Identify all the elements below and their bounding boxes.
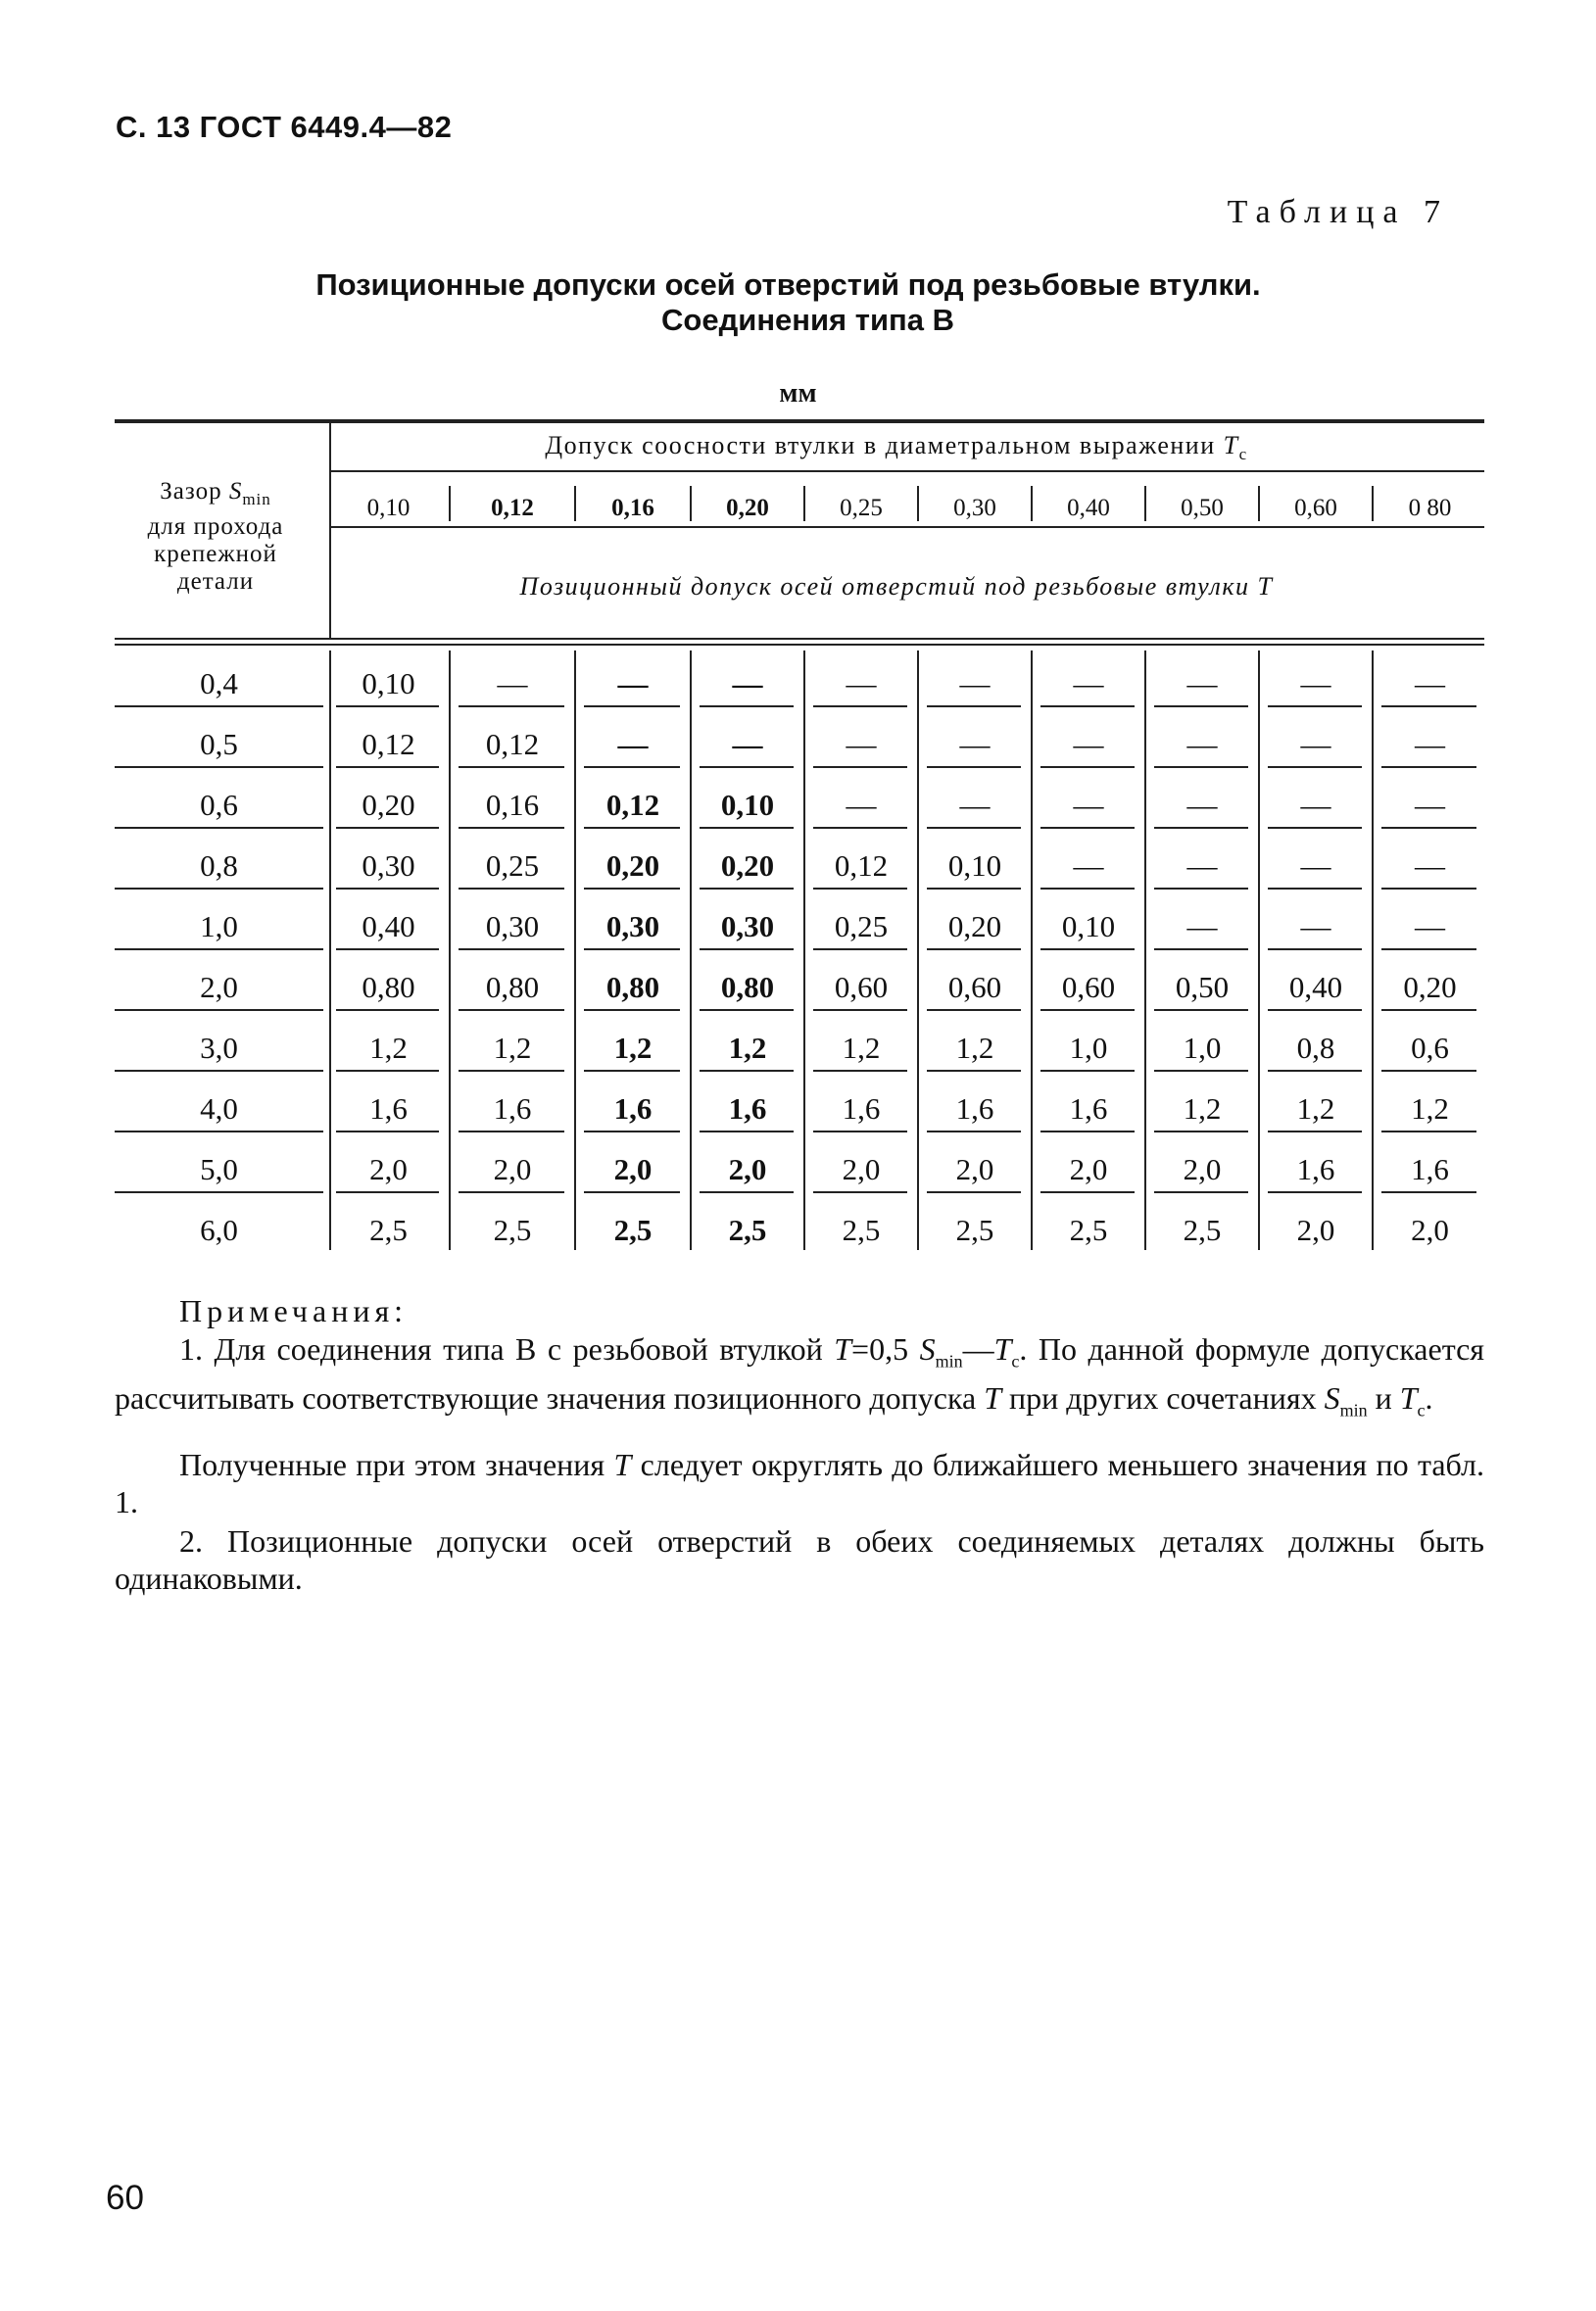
cell-rule	[459, 948, 564, 950]
tc-separator	[1031, 486, 1033, 521]
column-separator	[1258, 650, 1260, 1250]
table-title-line-2: Соединения типа В	[661, 303, 954, 337]
cell-rule	[459, 1009, 564, 1011]
cell-rule	[700, 1009, 794, 1011]
note-1-para-2	[115, 1446, 1484, 1520]
table-cell: —	[617, 727, 649, 761]
t-symbol: T	[1223, 431, 1239, 459]
table-cell: 2,5	[1183, 1213, 1222, 1247]
table-cell: —	[846, 727, 877, 761]
tc-value: 0,30	[953, 495, 996, 521]
table-cell: 2,0	[613, 1152, 653, 1186]
row-label: 0,5	[200, 727, 238, 761]
table-cell: 0,40	[1288, 970, 1343, 1004]
row-header-text: Зазор	[160, 478, 229, 505]
table-cell: 0,12	[834, 848, 889, 883]
row-label-rule	[115, 1009, 323, 1011]
table-cell: 0,30	[720, 909, 775, 943]
cell-rule	[459, 888, 564, 890]
table-cell: 0,80	[720, 970, 775, 1004]
table-cell: 1,6	[955, 1091, 994, 1126]
cell-rule	[1268, 705, 1362, 707]
tc-separator	[917, 486, 919, 521]
cell-rule	[584, 1009, 680, 1011]
cell-rule	[1381, 1070, 1476, 1072]
tc-separator	[449, 486, 451, 521]
cell-rule	[1154, 705, 1248, 707]
cell-rule	[813, 1009, 907, 1011]
row-label-rule	[115, 888, 323, 890]
cell-rule	[1268, 766, 1362, 768]
page-number: 60	[106, 2179, 144, 2217]
table-cell: 0,12	[605, 788, 660, 822]
row-header-rest: для прохода крепежной детали	[147, 513, 284, 595]
table-cell: 1,2	[613, 1031, 653, 1065]
table-cell: —	[1415, 909, 1445, 943]
table-cell: 0,20	[1403, 970, 1457, 1004]
table-cell: —	[1186, 909, 1218, 943]
table-cell: —	[1186, 848, 1218, 883]
row-label: 0,6	[200, 788, 238, 822]
sub-c2: c	[1417, 1400, 1426, 1420]
table-cell: 0,12	[362, 727, 415, 761]
cell-rule	[584, 948, 680, 950]
cell-rule	[1268, 948, 1362, 950]
formula-sub-min: min	[935, 1351, 963, 1372]
table-cell: —	[1415, 848, 1445, 883]
table-cell: —	[497, 666, 528, 700]
table-cell: 2,0	[1411, 1213, 1449, 1247]
table-cell: 0,6	[1411, 1031, 1449, 1065]
row-header	[118, 478, 314, 596]
cell-rule	[1268, 888, 1362, 890]
table-cell: 1,6	[1296, 1152, 1335, 1186]
table-cell: 1,2	[842, 1031, 881, 1065]
table-cell: —	[1186, 788, 1218, 822]
table-cell: —	[1415, 666, 1445, 700]
row-header-divider	[329, 423, 331, 640]
page-number-ref: С. 13	[116, 110, 191, 144]
column-separator	[1031, 650, 1033, 1250]
standard-code: ГОСТ 6449.4—82	[199, 110, 453, 144]
tc-separator	[1372, 486, 1374, 521]
table-cell: 0,50	[1175, 970, 1230, 1004]
cell-rule	[813, 888, 907, 890]
table-cell: 1,6	[493, 1091, 532, 1126]
table-cell: —	[1300, 788, 1331, 822]
cell-rule	[1040, 1191, 1135, 1193]
table-cell: 2,5	[493, 1213, 532, 1247]
table-cell: 0,10	[720, 788, 775, 822]
position-header: Позиционный допуск осей отверстий под резьбовые втулки T	[519, 572, 1274, 601]
table-cell: 0,10	[947, 848, 1002, 883]
row-label: 2,0	[200, 970, 238, 1004]
row-label: 0,4	[200, 666, 238, 700]
table-cell: 2,5	[955, 1213, 994, 1247]
cell-rule	[1040, 766, 1135, 768]
table-cell: 1,6	[728, 1091, 767, 1126]
formula-t2: T	[993, 1331, 1012, 1367]
cell-rule	[813, 1070, 907, 1072]
table-cell: 1,2	[1183, 1091, 1222, 1126]
unit-label: мм	[779, 378, 817, 409]
table-cell: 2,5	[369, 1213, 408, 1247]
table-cell: 0,10	[1061, 909, 1116, 943]
t3: T	[984, 1380, 1001, 1417]
cell-rule	[927, 888, 1021, 890]
cell-rule	[1154, 766, 1248, 768]
note-1	[115, 1330, 1484, 1429]
table-cell: 0,20	[605, 848, 660, 883]
formula-s: S	[919, 1331, 936, 1367]
table-cell: 1,6	[1069, 1091, 1108, 1126]
table-cell: 1,2	[728, 1031, 767, 1065]
table-cell: —	[959, 788, 991, 822]
table-cell: 1,2	[955, 1031, 994, 1065]
cell-rule	[927, 705, 1021, 707]
table-cell: 0,80	[362, 970, 415, 1004]
table-cell: —	[959, 727, 991, 761]
table-cell: —	[1300, 666, 1331, 700]
cell-rule	[927, 1009, 1021, 1011]
table-cell: 2,0	[955, 1152, 994, 1186]
table-cell: 0,16	[485, 788, 540, 822]
cell-rule	[584, 705, 680, 707]
cell-rule	[700, 1131, 794, 1132]
table-cell: 1,2	[1296, 1091, 1335, 1126]
tolerance-header-rule	[330, 470, 1484, 472]
cell-rule	[700, 766, 794, 768]
cell-rule	[1154, 1009, 1248, 1011]
table-cell: 2,0	[1183, 1152, 1222, 1186]
table-cell: 0,60	[834, 970, 889, 1004]
note-1-text: 1. Для соединения типа В с резьбовой втулкой	[179, 1331, 835, 1367]
table-cell: 2,5	[728, 1213, 767, 1247]
cell-rule	[927, 827, 1021, 829]
table-cell: 2,0	[1069, 1152, 1108, 1186]
tc-separator	[574, 486, 576, 521]
tc-value: 0,60	[1294, 495, 1337, 521]
table-cell: 0,60	[947, 970, 1002, 1004]
tc-value: 0,40	[1067, 495, 1110, 521]
table-cell: —	[1415, 788, 1445, 822]
row-label-rule	[115, 827, 323, 829]
cell-rule	[1381, 1191, 1476, 1193]
table-cell: 2,0	[493, 1152, 532, 1186]
cell-rule	[813, 827, 907, 829]
tc-values-rule	[330, 526, 1484, 528]
cell-rule	[1154, 1131, 1248, 1132]
table-cell: 0,40	[362, 909, 415, 943]
table-cell: —	[732, 666, 763, 700]
cell-rule	[813, 766, 907, 768]
cell-rule	[1040, 888, 1135, 890]
table-title-line-1: Позиционные допуски осей отверстий под резьбовые втулки.	[315, 267, 1261, 302]
cell-rule	[700, 948, 794, 950]
cell-rule	[700, 827, 794, 829]
cell-rule	[336, 1191, 439, 1193]
row-label: 1,0	[200, 909, 238, 943]
page-header	[116, 110, 460, 145]
column-separator	[449, 650, 451, 1250]
table-cell: —	[1186, 727, 1218, 761]
table-cell: 0,25	[834, 909, 889, 943]
tc-value: 0,50	[1181, 495, 1224, 521]
cell-rule	[1381, 1009, 1476, 1011]
cell-rule	[813, 1191, 907, 1193]
row-header-line-1	[118, 478, 314, 513]
formula-dash: —	[962, 1331, 994, 1367]
note-1-end: .	[1425, 1380, 1433, 1417]
cell-rule	[336, 948, 439, 950]
table-cell: 0,30	[362, 848, 415, 883]
formula-mid: =0,5	[851, 1331, 920, 1367]
cell-rule	[459, 1131, 564, 1132]
cell-rule	[1268, 1191, 1362, 1193]
table-cell: 1,0	[1069, 1031, 1108, 1065]
and-word: и	[1367, 1380, 1400, 1417]
tc-value: 0,10	[366, 495, 411, 521]
row-label-rule	[115, 948, 323, 950]
cell-rule	[584, 888, 680, 890]
cell-rule	[1381, 766, 1476, 768]
cell-rule	[927, 1131, 1021, 1132]
table-cell: 2,0	[1296, 1213, 1335, 1247]
note-1-text-b: . По данной формуле допускается рассчитывать соответствующие значения позиционного допуска	[115, 1331, 1485, 1417]
table-cell: 0,80	[605, 970, 660, 1004]
cell-rule	[1381, 827, 1476, 829]
column-separator	[690, 650, 692, 1250]
tc-value: 0,16	[611, 495, 654, 521]
table-cell: 1,6	[613, 1091, 653, 1126]
t4: T	[1399, 1380, 1418, 1417]
tc-separator	[803, 486, 805, 521]
table-cell: 0,20	[362, 788, 415, 822]
row-label-rule	[115, 766, 323, 768]
row-label-rule	[115, 1131, 323, 1132]
cell-rule	[1040, 827, 1135, 829]
row-label: 3,0	[200, 1031, 238, 1065]
cell-rule	[927, 1070, 1021, 1072]
tolerance-header	[338, 431, 1455, 464]
cell-rule	[1381, 1131, 1476, 1132]
cell-rule	[459, 1191, 564, 1193]
cell-rule	[336, 1009, 439, 1011]
cell-rule	[459, 827, 564, 829]
cell-rule	[336, 1070, 439, 1072]
cell-rule	[1154, 948, 1248, 950]
cell-rule	[1268, 1131, 1362, 1132]
cell-rule	[1268, 827, 1362, 829]
cell-rule	[336, 827, 439, 829]
para-2-text: Полученные при этом значения	[179, 1447, 614, 1482]
table-cell: 2,0	[842, 1152, 881, 1186]
table-cell: 1,0	[1183, 1031, 1222, 1065]
s-symbol: S	[228, 478, 243, 505]
cell-rule	[813, 948, 907, 950]
cell-rule	[1381, 888, 1476, 890]
cell-rule	[700, 888, 794, 890]
tolerance-header-text: Допуск соосности втулки в диаметральном выражении	[545, 431, 1224, 459]
table-cell: 0,12	[485, 727, 540, 761]
para-2-t: T	[613, 1447, 632, 1482]
note-2: 2. Позиционные допуски осей отверстий в обеих соединяемых деталях должны быть одинаковыми.	[115, 1523, 1484, 1596]
table-cell: —	[959, 666, 991, 700]
row-label-rule	[115, 1070, 323, 1072]
table-cell: —	[617, 666, 649, 700]
tc-value: 0 80	[1408, 495, 1452, 521]
cell-rule	[1268, 1070, 1362, 1072]
table-cell: 0,20	[947, 909, 1002, 943]
formula-sub-c: c	[1011, 1351, 1020, 1372]
cell-rule	[927, 1191, 1021, 1193]
cell-rule	[700, 1070, 794, 1072]
cell-rule	[1154, 1191, 1248, 1193]
table-cell: 1,6	[369, 1091, 408, 1126]
table-cell: —	[1073, 848, 1104, 883]
s-subscript: min	[242, 490, 271, 508]
row-label: 6,0	[200, 1213, 238, 1247]
cell-rule	[1268, 1009, 1362, 1011]
cell-rule	[459, 766, 564, 768]
table-label: Таблица 7	[1227, 194, 1449, 230]
table-cell: —	[1300, 909, 1331, 943]
para-2-text-b: следует округлять до ближайшего меньшего значения по табл. 1.	[115, 1447, 1485, 1519]
tc-value: 0,12	[491, 495, 534, 521]
row-label-rule	[115, 1191, 323, 1193]
cell-rule	[336, 888, 439, 890]
cell-rule	[336, 705, 439, 707]
column-separator	[803, 650, 805, 1250]
cell-rule	[700, 1191, 794, 1193]
table-cell: —	[732, 727, 763, 761]
table-cell: 1,6	[1411, 1152, 1449, 1186]
cell-rule	[459, 705, 564, 707]
tc-value: 0,20	[726, 495, 769, 521]
cell-rule	[1381, 705, 1476, 707]
column-separator	[574, 650, 576, 1250]
table-cell: 2,0	[728, 1152, 767, 1186]
cell-rule	[584, 1070, 680, 1072]
table-top-rule	[115, 419, 1484, 423]
cell-rule	[336, 1131, 439, 1132]
cell-rule	[927, 766, 1021, 768]
table-cell: 1,2	[369, 1031, 408, 1065]
table-cell: 1,2	[493, 1031, 532, 1065]
table-cell: 0,30	[485, 909, 540, 943]
table-cell: 0,20	[720, 848, 775, 883]
tc-separator	[1144, 486, 1146, 521]
table-cell: —	[846, 788, 877, 822]
cell-rule	[813, 705, 907, 707]
table-cell: 2,5	[613, 1213, 653, 1247]
table-cell: 2,5	[842, 1213, 881, 1247]
note-1-text-c: при других сочетаниях	[1001, 1380, 1325, 1417]
tc-value: 0,25	[840, 495, 883, 521]
row-label: 5,0	[200, 1152, 238, 1186]
cell-rule	[584, 1131, 680, 1132]
header-bottom-rule-1	[115, 638, 1484, 640]
cell-rule	[1154, 827, 1248, 829]
table-cell: 1,2	[1411, 1091, 1449, 1126]
table-cell: 0,30	[605, 909, 660, 943]
cell-rule	[1040, 1131, 1135, 1132]
table-cell: —	[1073, 727, 1104, 761]
table-cell: 0,60	[1061, 970, 1116, 1004]
header-bottom-rule-2	[115, 644, 1484, 646]
table-cell: —	[1300, 848, 1331, 883]
table-cell: —	[846, 666, 877, 700]
column-separator	[917, 650, 919, 1250]
cell-rule	[1040, 1070, 1135, 1072]
cell-rule	[584, 766, 680, 768]
tc-separator	[690, 486, 692, 521]
formula-t: T	[834, 1331, 852, 1367]
table-cell: 0,8	[1296, 1031, 1335, 1065]
cell-rule	[336, 766, 439, 768]
cell-rule	[584, 1191, 680, 1193]
table-cell: 0,80	[485, 970, 540, 1004]
table-cell: —	[1415, 727, 1445, 761]
table-cell: —	[1300, 727, 1331, 761]
cell-rule	[1040, 705, 1135, 707]
cell-rule	[1040, 948, 1135, 950]
cell-rule	[813, 1131, 907, 1132]
row-label: 4,0	[200, 1091, 238, 1126]
table-cell: 0,25	[485, 848, 540, 883]
column-separator	[1372, 650, 1374, 1250]
cell-rule	[459, 1070, 564, 1072]
cell-rule	[1381, 948, 1476, 950]
table-cell: 1,6	[842, 1091, 881, 1126]
notes-heading: Примечания:	[179, 1293, 409, 1328]
cell-rule	[584, 827, 680, 829]
table-cell: 2,5	[1069, 1213, 1108, 1247]
cell-rule	[927, 948, 1021, 950]
sub-min2: min	[1339, 1400, 1368, 1420]
s2: S	[1324, 1380, 1340, 1417]
cell-rule	[700, 705, 794, 707]
row-label-rule	[115, 705, 323, 707]
table-cell: —	[1186, 666, 1218, 700]
cell-rule	[1154, 1070, 1248, 1072]
column-separator	[1144, 650, 1146, 1250]
table-cell: —	[1073, 788, 1104, 822]
t-subscript: c	[1238, 445, 1248, 464]
cell-rule	[1040, 1009, 1135, 1011]
table-cell: 0,10	[362, 666, 415, 700]
tc-separator	[1258, 486, 1260, 521]
cell-rule	[1154, 888, 1248, 890]
row-label: 0,8	[200, 848, 238, 883]
table-cell: 2,0	[369, 1152, 408, 1186]
table-cell: —	[1073, 666, 1104, 700]
